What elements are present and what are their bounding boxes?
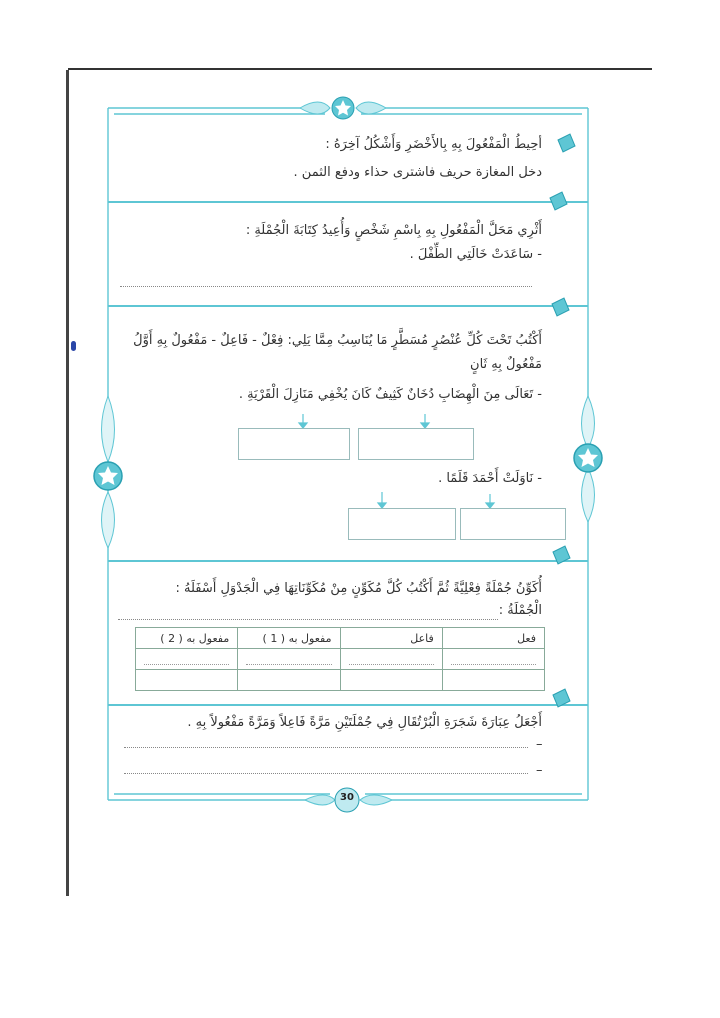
q1-sentence: دخل المغازة حريف فاشترى حذاء ودفع الثمن . <box>293 165 542 180</box>
q4-sentence-line[interactable] <box>118 618 498 620</box>
table-cell[interactable] <box>340 649 442 670</box>
table-cell[interactable] <box>136 649 238 670</box>
table-cell[interactable] <box>442 670 544 691</box>
q2-answer-line[interactable] <box>120 285 532 287</box>
q3-sentence1: - تَعَالَى مِنَ الْهِضَابِ دُخَانٌ كَثِيفٌ كَانَ يُخْفِي مَنَازِلَ الْقَرْيَةِ . <box>238 387 542 402</box>
page-number: 30 <box>340 792 354 803</box>
q2-sentence: - سَاعَدَتْ خَالَتِي الطِّفْلَ . <box>409 247 542 262</box>
table-cell[interactable] <box>442 649 544 670</box>
table-cell[interactable] <box>340 670 442 691</box>
q3-answer-box-4[interactable] <box>460 508 566 540</box>
q1-instruction: أحِيطُ الْمَفْعُولَ بِهِ بِالأَخْضَرِ وَأَشْكُلُ آخِرَهُ : <box>325 137 542 152</box>
q4-instruction-line2: الْجُمْلَةُ : <box>498 603 542 618</box>
table-header-row <box>136 628 545 649</box>
q5-dash-1: – <box>536 737 543 752</box>
table-header-cell: فعل <box>442 628 544 649</box>
q3-instruction-line1: أَكْتُبُ تَحْتَ كُلِّ عُنْصُرٍ مُسَطَّرٍ مَا يُنَاسِبُ مِمَّا يَلِي: فِعْلٌ - فَاعِلٌ - مَفْعُولٌ بِهِ أَوَّلُ <box>133 333 542 348</box>
q2-instruction: أَثْرِي مَحَلَّ الْمَفْعُولِ بِهِ بِاسْمِ شَخْصٍ وَأُعِيدُ كِتَابَةَ الْجُمْلَةِ : <box>245 223 542 238</box>
table-row <box>136 670 545 691</box>
table-header-cell: مفعول به ( 2 ) <box>136 628 238 649</box>
q3-sentence2: - نَاوَلَتْ أَحْمَدَ قَلَمًا . <box>438 471 542 486</box>
q5-instruction: أَجْعَلُ عِبَارَةَ شَجَرَةِ الْبُرْتُقَالِ فِي جُمْلَتَيْنِ مَرَّةً فَاعِلاً وَمَرَّةً مَفْعُولاً بِهِ . <box>187 715 542 730</box>
q5-answer-line-1[interactable] <box>124 746 528 748</box>
q4-instruction-line1: أُكَوِّنُ جُمْلَةً فِعْلِيَّةً ثُمَّ أَكْتُبُ كُلَّ مُكَوِّنٍ مِنْ مُكَوِّنَاتِهَا فِي الْجَدْوَلِ أَسْفَلَهُ : <box>175 581 542 596</box>
q4-components-table <box>135 627 545 691</box>
table-cell[interactable] <box>136 670 238 691</box>
table-header-cell: فاعل <box>340 628 442 649</box>
q3-answer-box-1[interactable] <box>238 428 350 460</box>
q3-answer-box-3[interactable] <box>348 508 456 540</box>
table-cell[interactable] <box>238 649 340 670</box>
table-row <box>136 649 545 670</box>
table-cell[interactable] <box>238 670 340 691</box>
table-header-cell: مفعول به ( 1 ) <box>238 628 340 649</box>
q3-answer-box-2[interactable] <box>358 428 474 460</box>
q5-answer-line-2[interactable] <box>124 772 528 774</box>
q5-dash-2: – <box>536 763 543 778</box>
q3-instruction-line2: مَفْعُولٌ بِهِ ثَانٍ <box>470 357 542 372</box>
